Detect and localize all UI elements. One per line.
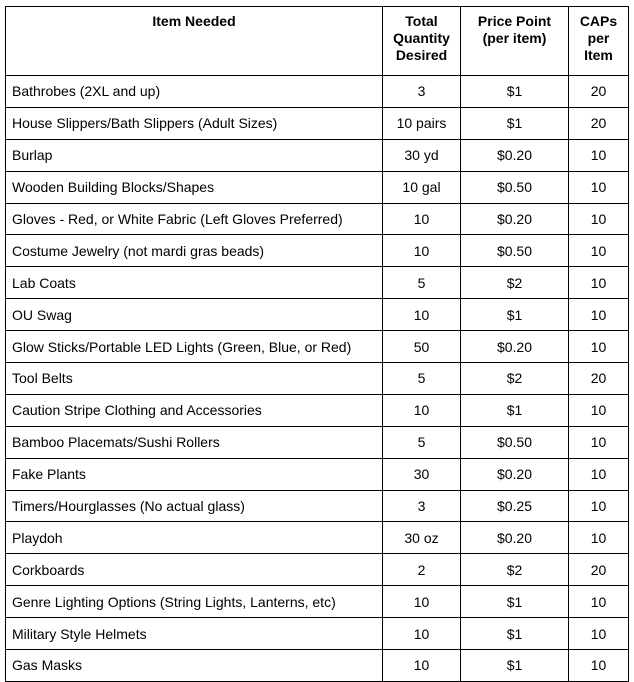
table-row: [6, 618, 629, 650]
cell-item-name: Military Style Helmets: [6, 618, 383, 650]
cell-caps: 10: [569, 267, 629, 299]
cell-price: $1: [461, 618, 569, 650]
table-row: [6, 267, 629, 299]
cell-item-name: Burlap: [6, 139, 383, 171]
cell-price: $0.20: [461, 203, 569, 235]
cell-item-name: Caution Stripe Clothing and Accessories: [6, 394, 383, 426]
cell-caps: 10: [569, 490, 629, 522]
cell-caps: 10: [569, 299, 629, 331]
table-row: [6, 203, 629, 235]
header-row: [6, 7, 629, 76]
cell-caps: 10: [569, 458, 629, 490]
header-caps-per-item: CAPs per Item: [569, 7, 629, 76]
cell-quantity: 10: [383, 650, 461, 682]
table-row: [6, 490, 629, 522]
header-item-needed: Item Needed: [6, 7, 383, 76]
cell-caps: 10: [569, 618, 629, 650]
table-body: [6, 76, 629, 682]
table-row: [6, 363, 629, 395]
cell-price: $0.50: [461, 235, 569, 267]
cell-price: $1: [461, 586, 569, 618]
cell-quantity: 10: [383, 235, 461, 267]
cell-price: $1: [461, 650, 569, 682]
cell-item-name: Timers/Hourglasses (No actual glass): [6, 490, 383, 522]
cell-quantity: 10: [383, 586, 461, 618]
table-row: [6, 650, 629, 682]
cell-price: $2: [461, 363, 569, 395]
cell-price: $0.20: [461, 139, 569, 171]
cell-price: $2: [461, 554, 569, 586]
cell-caps: 10: [569, 586, 629, 618]
cell-caps: 10: [569, 171, 629, 203]
cell-caps: 20: [569, 363, 629, 395]
cell-item-name: Playdoh: [6, 522, 383, 554]
header-price-point: Price Point (per item): [461, 7, 569, 76]
cell-quantity: 10: [383, 203, 461, 235]
table-row: [6, 426, 629, 458]
cell-quantity: 3: [383, 76, 461, 108]
cell-price: $0.50: [461, 426, 569, 458]
cell-caps: 10: [569, 235, 629, 267]
table-row: [6, 522, 629, 554]
cell-caps: 20: [569, 554, 629, 586]
table-row: [6, 235, 629, 267]
cell-item-name: Gas Masks: [6, 650, 383, 682]
cell-quantity: 5: [383, 267, 461, 299]
cell-quantity: 5: [383, 426, 461, 458]
table-row: [6, 107, 629, 139]
cell-price: $1: [461, 76, 569, 108]
cell-item-name: Bamboo Placemats/Sushi Rollers: [6, 426, 383, 458]
cell-quantity: 50: [383, 331, 461, 363]
cell-price: $0.50: [461, 171, 569, 203]
cell-price: $1: [461, 107, 569, 139]
cell-caps: 20: [569, 76, 629, 108]
cell-quantity: 10 pairs: [383, 107, 461, 139]
cell-item-name: Gloves - Red, or White Fabric (Left Gloves Preferred): [6, 203, 383, 235]
cell-quantity: 30 yd: [383, 139, 461, 171]
table-row: [6, 394, 629, 426]
cell-caps: 10: [569, 331, 629, 363]
cell-item-name: Genre Lighting Options (String Lights, Lanterns, etc): [6, 586, 383, 618]
table-row: [6, 171, 629, 203]
cell-price: $0.25: [461, 490, 569, 522]
cell-item-name: Corkboards: [6, 554, 383, 586]
cell-item-name: House Slippers/Bath Slippers (Adult Sizes): [6, 107, 383, 139]
cell-caps: 10: [569, 139, 629, 171]
cell-quantity: 3: [383, 490, 461, 522]
table-row: [6, 299, 629, 331]
cell-quantity: 10: [383, 618, 461, 650]
cell-caps: 10: [569, 522, 629, 554]
header-total-quantity: Total Quantity Desired: [383, 7, 461, 76]
cell-price: $0.20: [461, 331, 569, 363]
table-row: [6, 458, 629, 490]
cell-price: $0.20: [461, 522, 569, 554]
cell-item-name: Wooden Building Blocks/Shapes: [6, 171, 383, 203]
cell-quantity: 10: [383, 299, 461, 331]
table-row: [6, 76, 629, 108]
cell-item-name: Fake Plants: [6, 458, 383, 490]
cell-item-name: Glow Sticks/Portable LED Lights (Green, Blue, or Red): [6, 331, 383, 363]
cell-caps: 10: [569, 203, 629, 235]
cell-caps: 10: [569, 650, 629, 682]
cell-item-name: Costume Jewelry (not mardi gras beads): [6, 235, 383, 267]
cell-caps: 20: [569, 107, 629, 139]
cell-price: $1: [461, 299, 569, 331]
cell-item-name: Lab Coats: [6, 267, 383, 299]
table-row: [6, 586, 629, 618]
cell-quantity: 2: [383, 554, 461, 586]
cell-price: $1: [461, 394, 569, 426]
cell-quantity: 5: [383, 363, 461, 395]
items-needed-table: [5, 6, 629, 682]
cell-quantity: 30: [383, 458, 461, 490]
cell-item-name: OU Swag: [6, 299, 383, 331]
cell-caps: 10: [569, 394, 629, 426]
cell-item-name: Tool Belts: [6, 363, 383, 395]
cell-price: $2: [461, 267, 569, 299]
cell-caps: 10: [569, 426, 629, 458]
cell-quantity: 10: [383, 394, 461, 426]
cell-quantity: 10 gal: [383, 171, 461, 203]
cell-price: $0.20: [461, 458, 569, 490]
table-row: [6, 139, 629, 171]
table-row: [6, 331, 629, 363]
table-row: [6, 554, 629, 586]
cell-quantity: 30 oz: [383, 522, 461, 554]
cell-item-name: Bathrobes (2XL and up): [6, 76, 383, 108]
